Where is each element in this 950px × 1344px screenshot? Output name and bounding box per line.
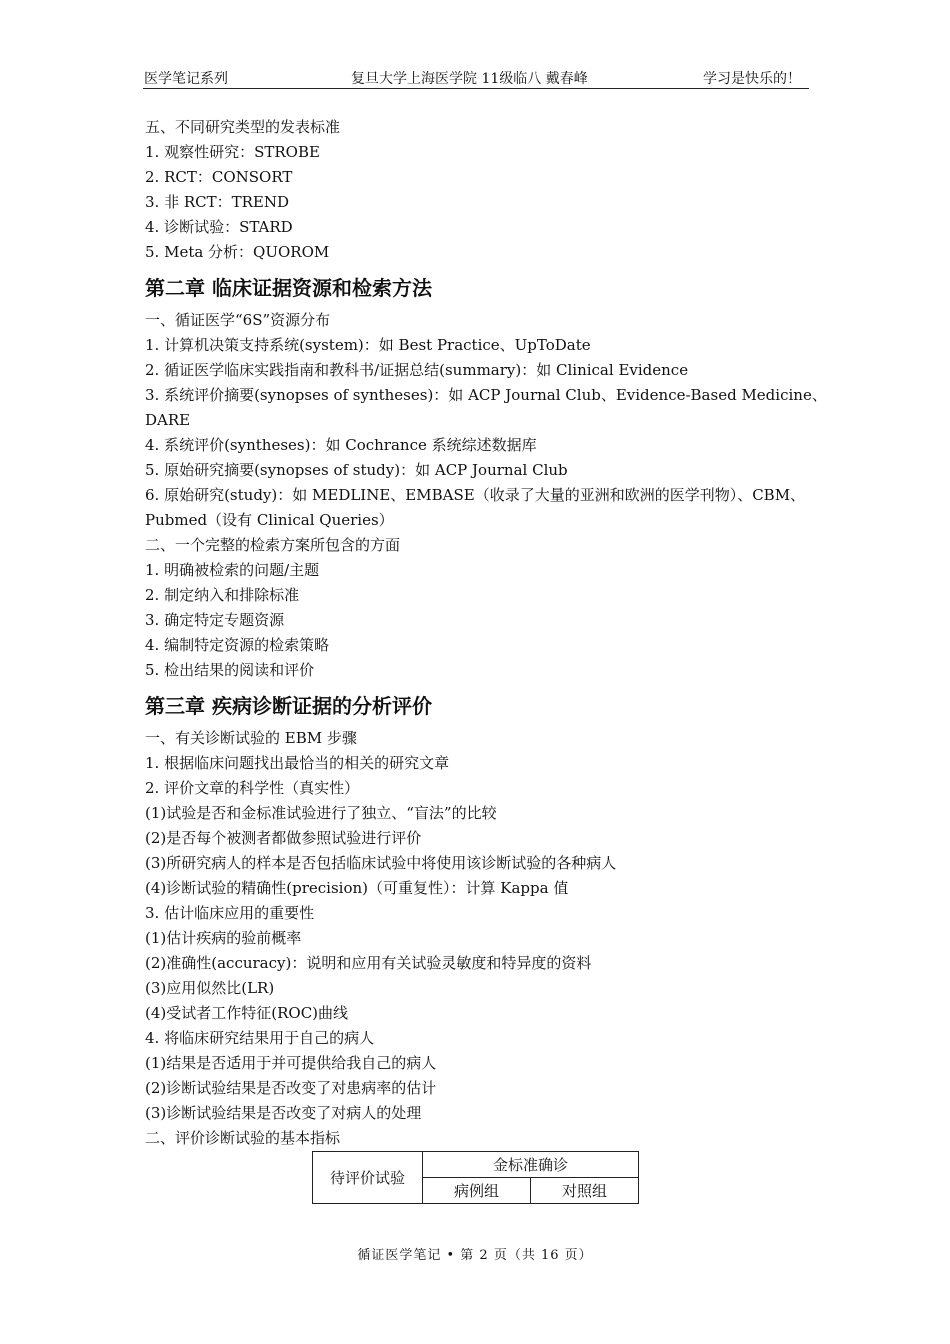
- list-item: 3. 非 RCT：TREND: [145, 193, 290, 211]
- list-item: 3. 估计临床应用的重要性: [145, 904, 315, 922]
- section-title: 五、不同研究类型的发表标准: [145, 118, 341, 136]
- list-item: 5. 检出结果的阅读和评价: [145, 661, 315, 679]
- list-item: 4. 将临床研究结果用于自己的病人: [145, 1029, 375, 1047]
- list-item: 1. 明确被检索的问题/主题: [145, 561, 320, 579]
- list-item: 4. 诊断试验：STARD: [145, 218, 293, 236]
- diagnostic-test-table: [312, 1151, 639, 1204]
- list-item: (4)受试者工作特征(ROC)曲线: [145, 1004, 349, 1022]
- page-body: [145, 115, 827, 1204]
- section-title: 一、循证医学“6S”资源分布: [145, 311, 331, 329]
- list-item: (1)试验是否和金标准试验进行了独立、“盲法”的比较: [145, 804, 497, 822]
- list-item: (3)诊断试验结果是否改变了对病人的处理: [145, 1104, 422, 1122]
- list-item: (2)诊断试验结果是否改变了对患病率的估计: [145, 1079, 437, 1097]
- list-item: 6. 原始研究(study)：如 MEDLINE、EMBASE（收录了大量的亚洲和欧洲的医学刊物）、CBM、: [145, 486, 806, 504]
- header-motto: 学习是快乐的！: [703, 71, 801, 87]
- table-col-case: 病例组: [423, 1178, 531, 1204]
- table-col-control: 对照组: [531, 1178, 639, 1204]
- list-item: 3. 系统评价摘要(synopses of syntheses)：如 ACP Journal Club、Evidence-Based Medicine、: [145, 386, 827, 404]
- list-item: 5. Meta 分析：QUOROM: [145, 243, 330, 261]
- list-item: 1. 根据临床问题找出最恰当的相关的研究文章: [145, 754, 450, 772]
- list-item: 2. 评价文章的科学性（真实性）: [145, 779, 360, 797]
- list-item: (3)所研究病人的样本是否包括临床试验中将使用该诊断试验的各种病人: [145, 854, 617, 872]
- section-title: 二、评价诊断试验的基本指标: [145, 1129, 341, 1147]
- list-item: 4. 系统评价(syntheses)：如 Cochrance 系统综述数据库: [145, 436, 537, 454]
- list-item: 4. 编制特定资源的检索策略: [145, 636, 330, 654]
- list-item: (2)是否每个被测者都做参照试验进行评价: [145, 829, 422, 847]
- list-item: (4)诊断试验的精确性(precision)（可重复性）：计算 Kappa 值: [145, 879, 569, 897]
- list-item: 5. 原始研究摘要(synopses of study)：如 ACP Journal Club: [145, 461, 568, 479]
- list-item: (3)应用似然比(LR): [145, 979, 275, 997]
- chapter-3-heading: 第三章 疾病诊断证据的分析评价: [145, 694, 432, 718]
- list-item: 2. 循证医学临床实践指南和教科书/证据总结(summary)：如 Clinical Evidence: [145, 361, 689, 379]
- list-item-continued: DARE: [145, 411, 191, 429]
- diagnostic-table-wrapper: [312, 1151, 810, 1204]
- list-item-continued: Pubmed（设有 Clinical Queries）: [145, 511, 394, 529]
- section-title: 二、一个完整的检索方案所包含的方面: [145, 536, 401, 554]
- page-footer: 循证医学笔记 • 第 2 页（共 16 页）: [357, 1248, 593, 1263]
- list-item: (2)准确性(accuracy)：说明和应用有关试验灵敏度和特异度的资料: [145, 954, 592, 972]
- chapter-2-heading: 第二章 临床证据资源和检索方法: [145, 276, 432, 300]
- table-row-header: 待评价试验: [313, 1152, 423, 1204]
- list-item: 2. 制定纳入和排除标准: [145, 586, 300, 604]
- list-item: 1. 观察性研究：STROBE: [145, 143, 320, 161]
- section-title: 一、有关诊断试验的 EBM 步骤: [145, 729, 357, 747]
- list-item: 2. RCT：CONSORT: [145, 168, 293, 186]
- page-header: [143, 66, 809, 89]
- list-item: 1. 计算机决策支持系统(system)：如 Best Practice、UpToDate: [145, 336, 591, 354]
- list-item: 3. 确定特定专题资源: [145, 611, 285, 629]
- table-group-header: 金标准确诊: [423, 1152, 639, 1178]
- header-series: 医学笔记系列: [144, 71, 228, 87]
- list-item: (1)结果是否适用于并可提供给我自己的病人: [145, 1054, 437, 1072]
- list-item: (1)估计疾病的验前概率: [145, 929, 302, 947]
- header-author: 复旦大学上海医学院 11级临八 戴春峰: [351, 71, 588, 87]
